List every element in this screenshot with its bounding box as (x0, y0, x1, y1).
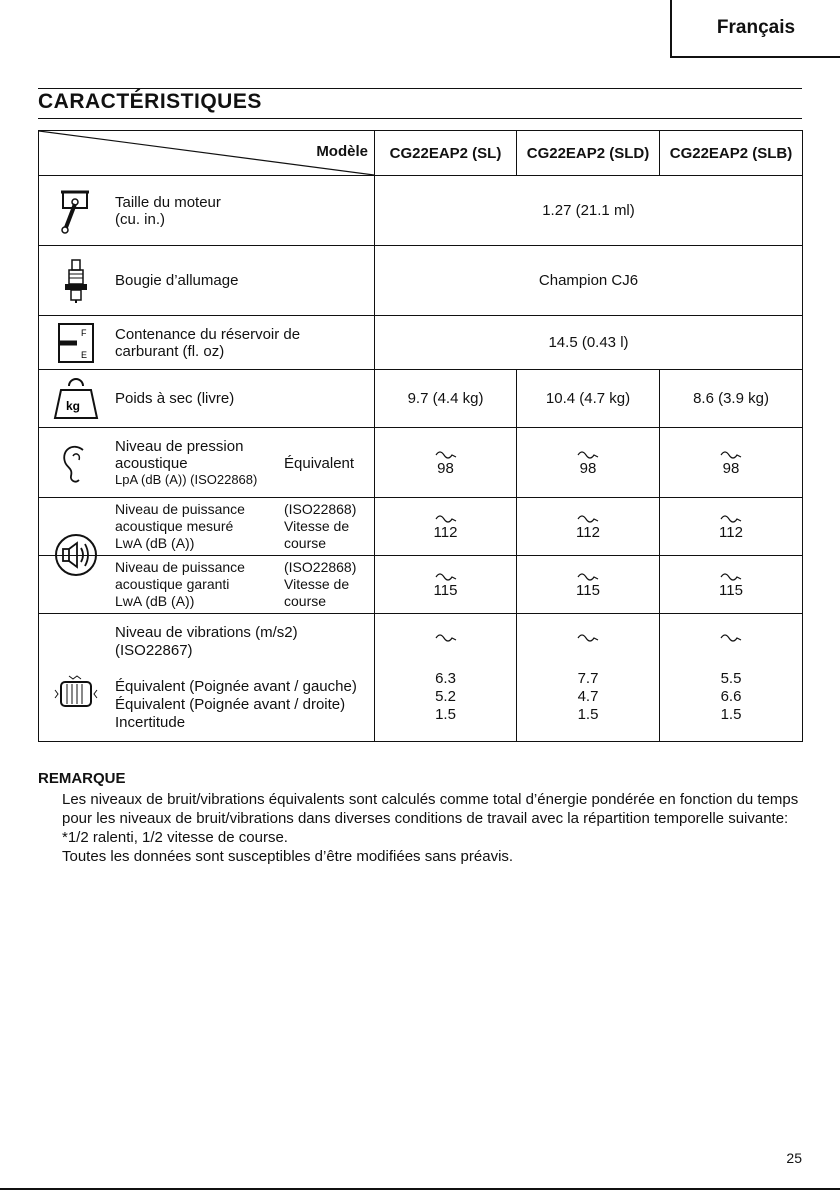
weight-label: Poids à sec (livre) (115, 390, 235, 407)
model-header-cell (39, 131, 375, 176)
note-paragraph-3: Toutes les données sont susceptibles d’être modifiées sans préavis. (62, 848, 514, 865)
power-guaranteed-label-cell (39, 556, 375, 614)
power-guaranteed-row (39, 556, 803, 614)
weight-row (39, 370, 803, 428)
vib-sl-1: 5.2 (435, 687, 456, 705)
weight-sld: 10.4 (4.7 kg) (517, 370, 660, 428)
wave-icon (719, 513, 743, 523)
pg-c2-0: (ISO22868) (284, 559, 357, 575)
pm-sld (517, 498, 660, 556)
vib-slb-2: 1.5 (720, 705, 742, 723)
bottom-rule (0, 1188, 840, 1190)
pressure-label-3: LpA (dB (A)) (ISO22868) (115, 471, 258, 487)
vibration-row-0: Équivalent (Poignée avant / gauche) (115, 677, 357, 695)
vibration-row (39, 614, 803, 742)
pm-c1-0: Niveau de puissance (115, 501, 245, 517)
fuel-row (39, 316, 803, 370)
page-title: CARACTÉRISTIQUES (38, 90, 262, 113)
pm-sl (375, 498, 517, 556)
vibration-row-1: Équivalent (Poignée avant / droite) (115, 695, 346, 713)
pg-slb-value: 115 (719, 581, 743, 599)
wave-icon (434, 571, 458, 581)
pg-slb (660, 556, 803, 614)
pg-sl (375, 556, 517, 614)
vib-sld-1: 4.7 (577, 687, 599, 705)
language-tab (670, 0, 840, 58)
pm-c1-1: acoustique mesuré (115, 518, 234, 534)
weight-sl: 9.7 (4.4 kg) (375, 370, 517, 428)
vibration-label-1: Niveau de vibrations (m/s2) (115, 623, 298, 641)
pressure-slb (660, 428, 803, 498)
page-number: 25 (786, 1150, 802, 1166)
vib-sld-2: 1.5 (577, 705, 599, 723)
fuel-label-2: carburant (fl. oz) (115, 342, 225, 360)
pressure-label-1: Niveau de pression (115, 437, 244, 455)
note-heading: REMARQUE (38, 770, 126, 787)
engine-label-1: Taille du moteur (115, 193, 221, 211)
pm-sl-value: 112 (433, 523, 458, 541)
pm-sld-value: 112 (576, 523, 600, 541)
wave-icon (719, 632, 743, 642)
svg-text:kg: kg (66, 398, 81, 413)
wave-icon (434, 513, 458, 523)
title-rule-top (38, 88, 802, 89)
wave-icon (719, 449, 743, 459)
spec-table (38, 130, 803, 742)
engine-row (39, 176, 803, 246)
svg-text:F: F (81, 327, 87, 338)
pressure-row (39, 428, 803, 498)
fuel-gauge-icon (53, 320, 99, 366)
pressure-label-cell (39, 428, 375, 498)
vib-slb-1: 6.6 (720, 687, 742, 705)
vibration-label-cell (39, 614, 375, 742)
model-sld: CG22EAP2 (SLD) (517, 131, 660, 176)
engine-vibration-icon (53, 670, 99, 716)
model-slb: CG22EAP2 (SLB) (660, 131, 803, 176)
note-body (62, 790, 802, 866)
pm-c1-2: LwA (dB (A)) (115, 535, 195, 551)
model-label: Modèle (316, 143, 368, 160)
wave-icon (576, 449, 600, 459)
vibration-row-2: Incertitude (115, 713, 186, 731)
vibration-label-2: (ISO22867) (115, 641, 193, 659)
svg-text:E: E (81, 349, 88, 360)
note-paragraph-1: Les niveaux de bruit/vibrations équivalents sont calculés comme total d’énergie pondérée en fonction du temps pour les niveaux de bruit/vibrations dans diverses conditions de travail avec la répartition temporelle suivante: (62, 791, 799, 827)
engine-label-2: (cu. in.) (115, 210, 166, 228)
pm-slb (660, 498, 803, 556)
plug-label-cell (39, 246, 375, 316)
pg-c1-2: LwA (dB (A)) (115, 593, 195, 609)
wave-icon (434, 632, 458, 642)
fuel-value: 14.5 (0.43 l) (375, 316, 803, 370)
pg-c1-0: Niveau de puissance (115, 559, 245, 575)
vib-slb (660, 614, 803, 742)
pg-sld (517, 556, 660, 614)
power-measured-row (39, 498, 803, 556)
vib-sld (517, 614, 660, 742)
plug-label: Bougie d’allumage (115, 272, 239, 289)
pressure-slb-value: 98 (722, 459, 740, 477)
plug-value: Champion CJ6 (375, 246, 803, 316)
fuel-label-1: Contenance du réservoir de (115, 325, 301, 343)
title-rule-bottom (38, 118, 802, 119)
engine-value: 1.27 (21.1 ml) (375, 176, 803, 246)
pm-slb-value: 112 (719, 523, 743, 541)
vib-sl-2: 1.5 (435, 705, 456, 723)
wave-icon (719, 571, 743, 581)
weight-slb: 8.6 (3.9 kg) (660, 370, 803, 428)
pm-c2-1: Vitesse de (284, 518, 350, 534)
wave-icon (576, 571, 600, 581)
vib-sl (375, 614, 517, 742)
pg-c2-1: Vitesse de (284, 576, 350, 592)
model-sl: CG22EAP2 (SL) (375, 131, 517, 176)
ear-icon (53, 440, 99, 486)
wave-icon (576, 632, 600, 642)
vib-sl-0: 6.3 (435, 669, 456, 687)
pg-sl-value: 115 (433, 581, 458, 599)
pressure-label-2: acoustique (115, 454, 188, 472)
piston-icon (53, 188, 99, 234)
model-header-row (39, 131, 803, 176)
engine-label-cell (39, 176, 375, 246)
wave-icon (576, 513, 600, 523)
pressure-label-equiv: Équivalent (284, 454, 355, 472)
pressure-sl (375, 428, 517, 498)
weight-label-cell (39, 370, 375, 428)
pm-c2-0: (ISO22868) (284, 501, 357, 517)
wave-icon (434, 449, 458, 459)
weight-icon (53, 376, 99, 422)
pg-c2-2: course (284, 593, 327, 609)
fuel-label-cell (39, 316, 375, 370)
plug-row (39, 246, 803, 316)
vib-slb-0: 5.5 (720, 669, 742, 687)
power-measured-label-cell (39, 498, 375, 556)
pressure-sld-value: 98 (579, 459, 597, 477)
spark-plug-icon (53, 258, 99, 304)
note-paragraph-2: *1/2 ralenti, 1/2 vitesse de course. (62, 829, 288, 846)
language-label: Français (716, 17, 796, 38)
pm-c2-2: course (284, 535, 327, 551)
pressure-sld (517, 428, 660, 498)
pg-sld-value: 115 (576, 581, 600, 599)
pg-c1-1: acoustique garanti (115, 576, 230, 592)
vib-sld-0: 7.7 (577, 669, 599, 687)
pressure-sl-value: 98 (437, 459, 454, 477)
